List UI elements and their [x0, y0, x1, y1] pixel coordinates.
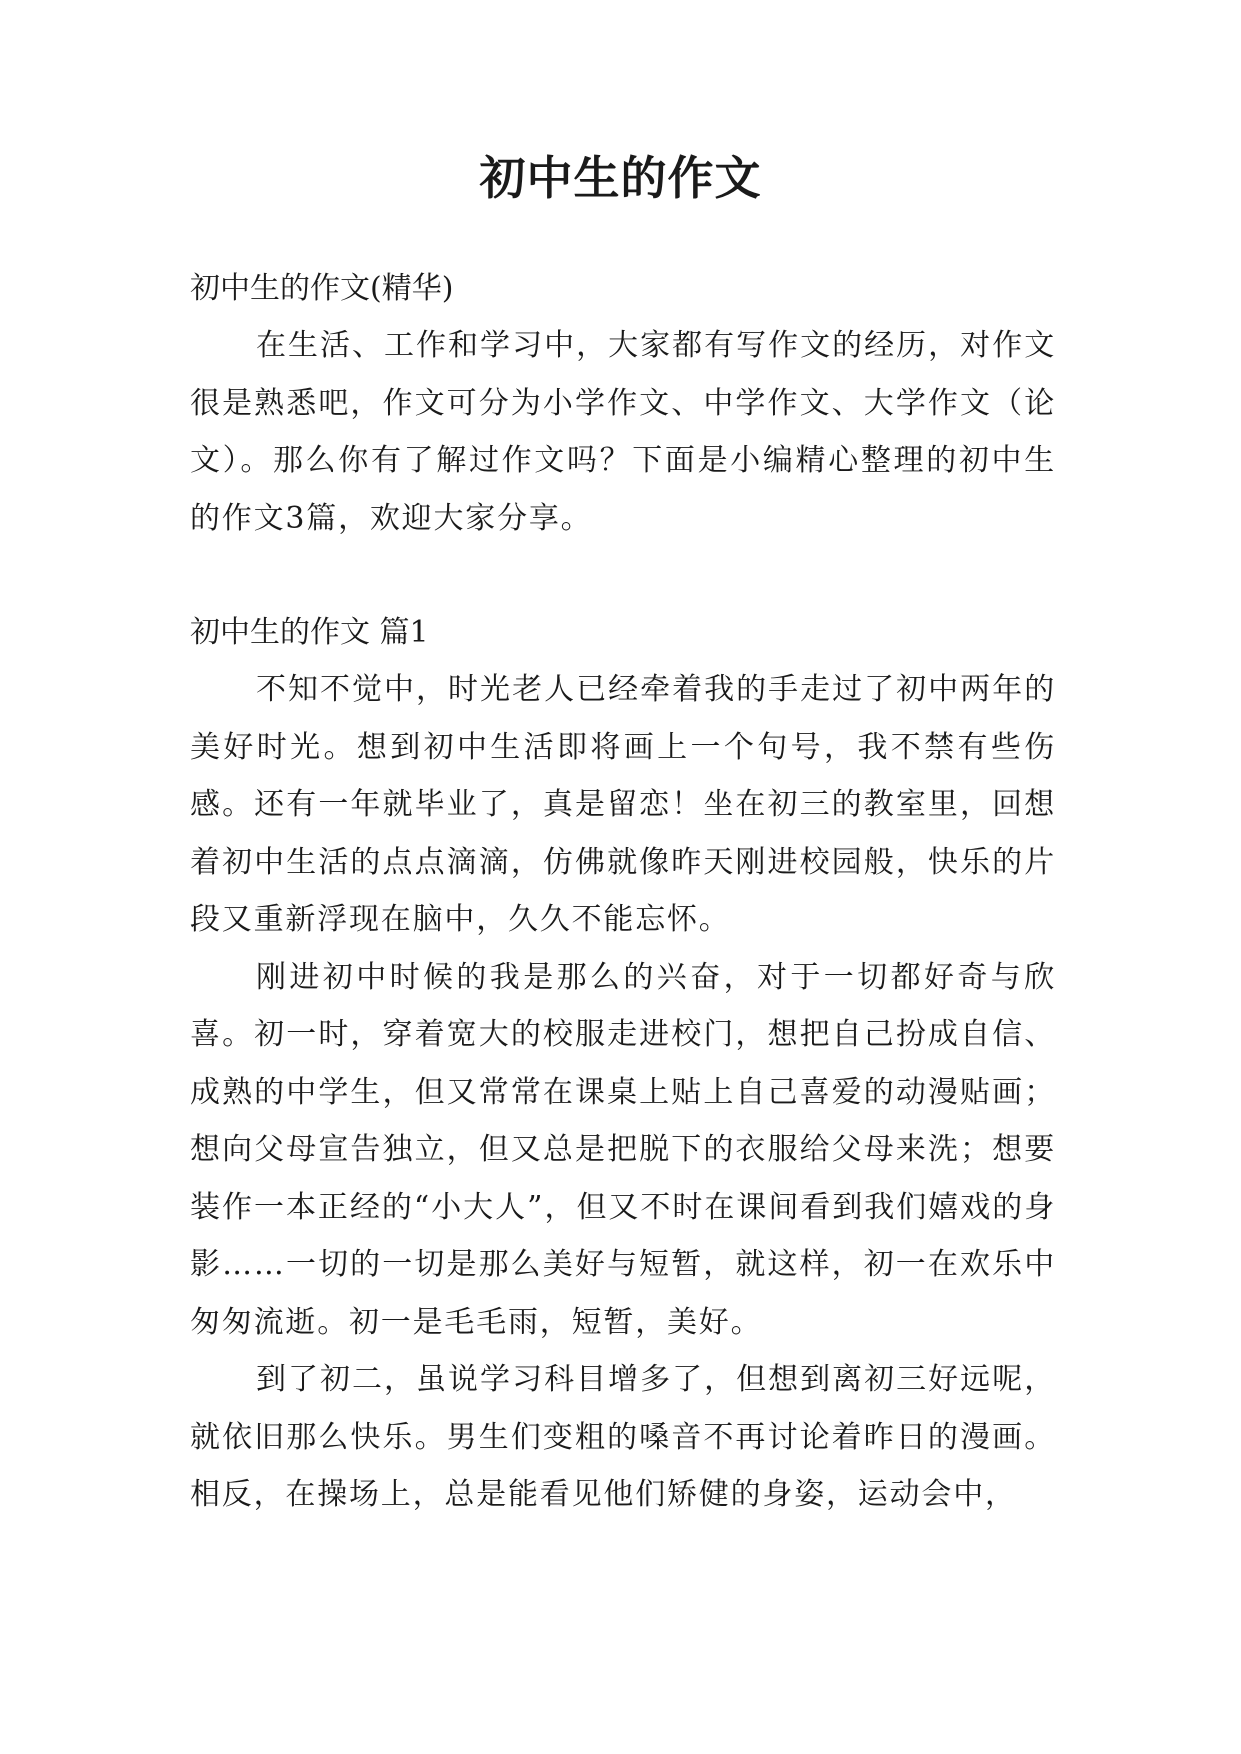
- document-subtitle: 初中生的作文(精华): [190, 271, 454, 306]
- body-paragraph-2: 刚进初中时候的我是那么的兴奋，对于一切都好奇与欣喜。初一时，穿着宽大的校服走进校门，想把自己扮成自信、成熟的中学生，但又常常在课桌上贴上自己喜爱的动漫贴画；想向父母宣告独立，但又总是把脱下的衣服给父母来洗；想要装作一本正经的“小大人”，但又不时在课间看到我们嬉戏的身影……一切的一切是那么美好与短暂，就这样，初一在欢乐中匆匆流逝。初一是毛毛雨，短暂，美好。: [190, 959, 1056, 1340]
- body-paragraph-3: 到了初二，虽说学习科目增多了，但想到离初三好远呢，就依旧那么快乐。男生们变粗的嗓音不再讨论着昨日的漫画。相反，在操场上，总是能看见他们矫健的身姿，运动会中，: [190, 1362, 1056, 1512]
- intro-paragraph: 在生活、工作和学习中，大家都有写作文的经历，对作文很是熟悉吧，作文可分为小学作文、中学作文、大学作文（论文）。那么你有了解过作文吗？下面是小编精心整理的初中生的作文3篇，欢迎大家分享。: [190, 328, 1056, 536]
- body-paragraph-1: 不知不觉中，时光老人已经牵着我的手走过了初中两年的美好时光。想到初中生活即将画上一个句号，我不禁有些伤感。还有一年就毕业了，真是留恋！坐在初三的教室里，回想着初中生活的点点滴滴，仿佛就像昨天刚进校园般，快乐的片段又重新浮现在脑中，久久不能忘怀。: [190, 672, 1056, 937]
- document-body: [190, 260, 1056, 1524]
- document-title: 初中生的作文: [479, 151, 762, 205]
- section-heading: 初中生的作文 篇1: [190, 615, 429, 650]
- section-spacer: [190, 547, 1056, 604]
